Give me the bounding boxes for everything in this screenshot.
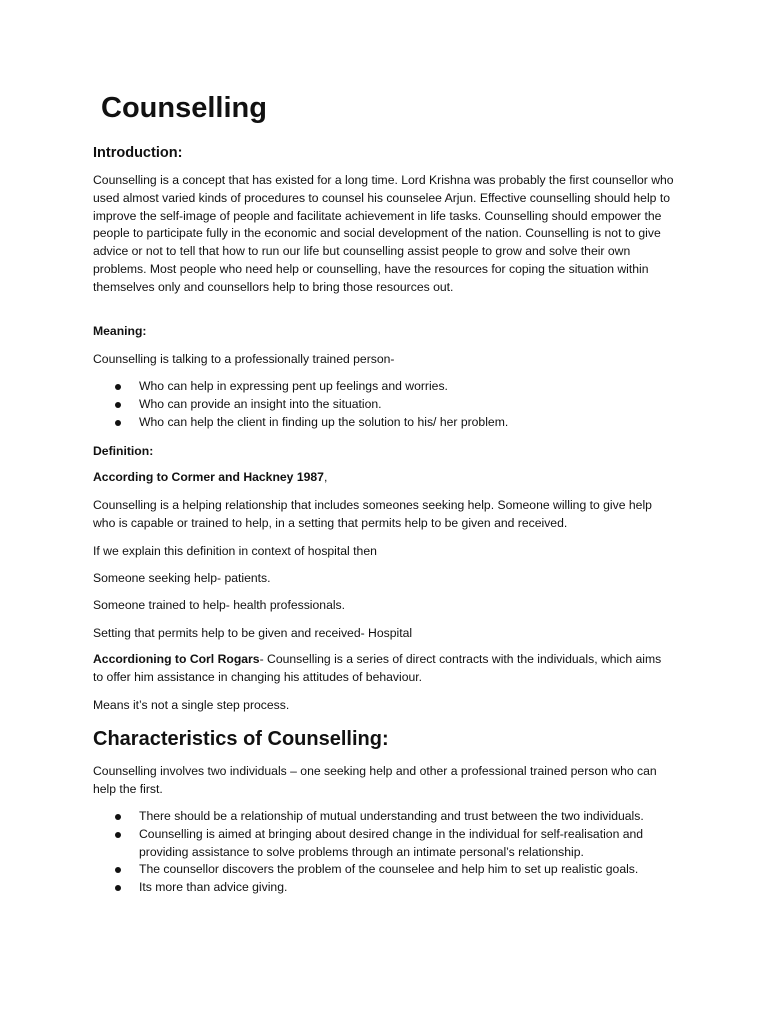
list-item: The counsellor discovers the problem of the counselee and help him to set up realistic goals. xyxy=(93,861,653,879)
meaning-bullet-list xyxy=(93,378,683,431)
bullet-icon xyxy=(115,885,121,891)
bullet-icon xyxy=(115,402,121,408)
definition-source-1: According to Cormer and Hackney 1987, xyxy=(93,470,328,484)
list-item: Who can help the client in finding up the solution to his/ her problem. xyxy=(93,414,683,432)
definition-2-paragraph: Accordioning to Corl Rogars- Counselling is a series of direct contracts with the individuals, which aims to offer him assistance in changing his attitudes of behaviour. xyxy=(93,652,662,684)
characteristics-bullet-list xyxy=(93,808,653,897)
bullet-icon xyxy=(115,384,121,390)
meaning-lead: Counselling is talking to a professionally trained person- xyxy=(93,352,395,366)
bullet-icon xyxy=(115,867,121,873)
definition-line-professionals: Someone trained to help- health professionals. xyxy=(93,598,346,612)
characteristics-heading: Characteristics of Counselling: xyxy=(93,728,389,750)
introduction-heading: Introduction: xyxy=(93,145,183,161)
list-item: Its more than advice giving. xyxy=(93,879,653,897)
introduction-paragraph: Counselling is a concept that has existed for a long time. Lord Krishna was probably the first counsellor who used almost varied kinds of procedures to counsel his counselee Arjun. Effective counselling should help to improve the self-image of people and facilitate achievement in life tasks. Counselling should empower the people to participate fully in the economic and social development of the nation. Counselling is not to give advice or not to tell that how to run our life but counselling assist people to grow and solve their own problems. Most people who need help or counselling, have the resources for coping the situation within themselves only and counsellors help to bring those resources out. xyxy=(93,173,674,294)
definition-heading: Definition: xyxy=(93,444,154,458)
list-item: Who can provide an insight into the situation. xyxy=(93,396,683,414)
definition-line-hospital: Setting that permits help to be given and received- Hospital xyxy=(93,626,413,640)
characteristics-lead: Counselling involves two individuals – one seeking help and other a professional trained person who can help the first. xyxy=(93,764,657,796)
list-item: There should be a relationship of mutual understanding and trust between the two individuals. xyxy=(93,808,653,826)
bullet-icon xyxy=(115,420,121,426)
definition-explain: If we explain this definition in context of hospital then xyxy=(93,544,377,558)
definition-means: Means it’s not a single step process. xyxy=(93,698,290,712)
bullet-icon xyxy=(115,814,121,820)
meaning-heading: Meaning: xyxy=(93,324,147,338)
page-title: Counselling xyxy=(101,92,267,124)
list-item: Who can help in expressing pent up feelings and worries. xyxy=(93,378,683,396)
bullet-icon xyxy=(115,832,121,838)
definition-1-paragraph: Counselling is a helping relationship that includes someones seeking help. Someone willing to give help who is capable or trained to help, in a setting that permits help to be given and received. xyxy=(93,498,652,530)
definition-line-patients: Someone seeking help- patients. xyxy=(93,571,271,585)
list-item: Counselling is aimed at bringing about desired change in the individual for self-realisation and providing assistance to solve problems through an intimate personal’s relationship. xyxy=(93,826,653,862)
